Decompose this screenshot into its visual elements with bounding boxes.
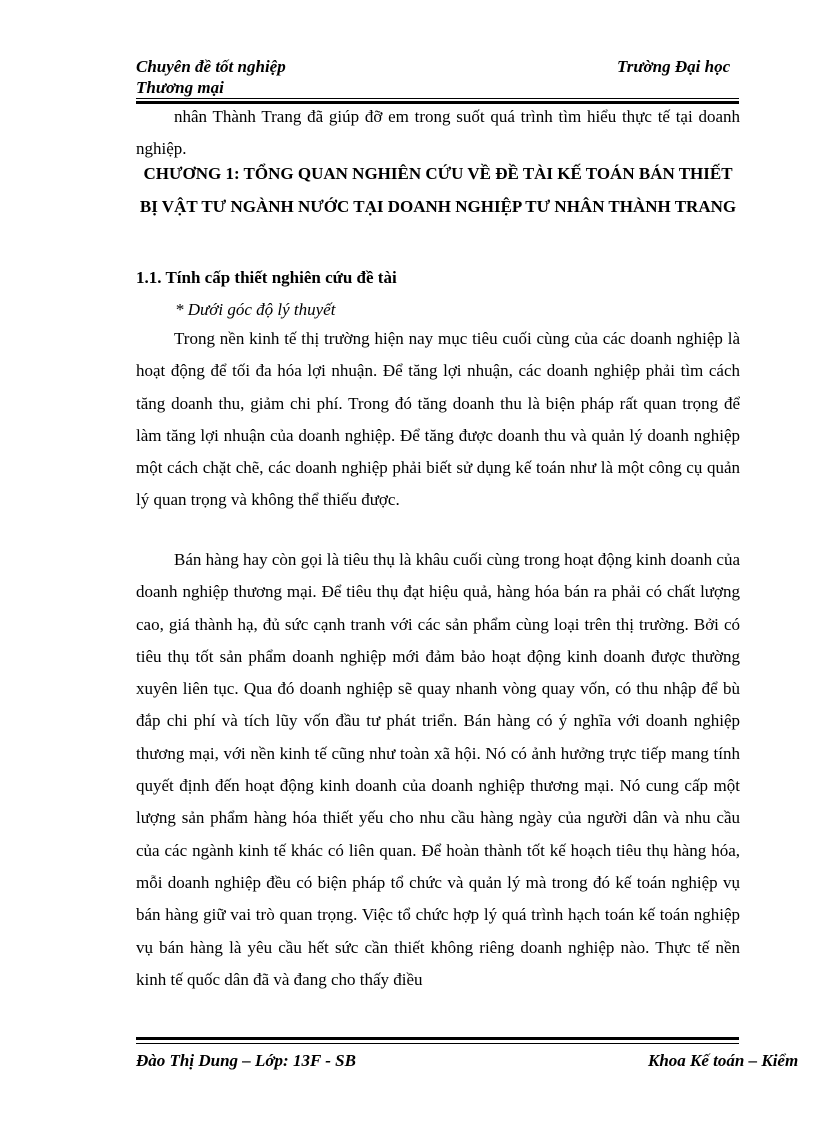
header-left-line1: Chuyên đề tốt nghiệp bbox=[136, 57, 286, 76]
footer-left: Đào Thị Dung – Lớp: 13F - SB bbox=[136, 1051, 356, 1070]
header-left bbox=[136, 56, 286, 98]
header-left-line2: Thương mại bbox=[136, 78, 224, 97]
footer-rule-thin bbox=[136, 1043, 739, 1044]
intro-paragraph: nhân Thành Trang đã giúp đỡ em trong suốt quá trình tìm hiểu thực tế tại doanh nghiệp. bbox=[136, 107, 740, 159]
section-heading: 1.1. Tính cấp thiết nghiên cứu đề tài bbox=[136, 268, 397, 287]
body-paragraph-1: Trong nền kinh tế thị trường hiện nay mục tiêu cuối cùng của các doanh nghiệp là hoạt động để tối đa hóa lợi nhuận. Để tăng lợi nhuận, các doanh nghiệp phải tìm cách tăng doanh thu, giảm chi phí. Trong đó tăng doanh thu là biện pháp rất quan trọng để làm tăng lợi nhuận của doanh nghiệp. Để tăng được doanh thu và quản lý doanh nghiệp một cách chặt chẽ, các doanh nghiệp phải biết sử dụng kế toán như là một công cụ quản lý quan trọng và không thể thiếu được. bbox=[136, 329, 740, 510]
section-subheading: * Dưới góc độ lý thuyết bbox=[175, 300, 336, 319]
footer-rule-thick bbox=[136, 1037, 739, 1040]
header-right: Trường Đại học bbox=[617, 57, 731, 76]
body-paragraph-2: Bán hàng hay còn gọi là tiêu thụ là khâu cuối cùng trong hoạt động kinh doanh của doanh nghiệp thương mại. Để tiêu thụ đạt hiệu quả, hàng hóa bán ra phải có chất lượng cao, giá thành hạ, đủ sức cạnh tranh với các sản phẩm cùng loại trên thị trường. Bởi có tiêu thụ tốt sản phẩm doanh nghiệp mới đảm bảo hoạt động kinh doanh được thường xuyên liên tục. Qua đó doanh nghiệp sẽ quay nhanh vòng quay vốn, có thu nhập để bù đắp chi phí và tích lũy vốn đầu tư phát triển. Bán hàng có ý nghĩa với doanh nghiệp thương mại, với nền kinh tế cũng như toàn xã hội. Nó có ảnh hưởng trực tiếp mang tính quyết định đến hoạt động kinh doanh của doanh nghiệp thương mại. Nó cung cấp một lượng sản phẩm hàng hóa thiết yếu cho nhu cầu hàng ngày của người dân và nhu cầu của các ngành kinh tế khác có liên quan. Để hoàn thành tốt kế hoạch tiêu thụ hàng hóa, mỗi doanh nghiệp đều có biện pháp tổ chức và quản lý mà trong đó kế toán nghiệp vụ bán hàng giữ vai trò quan trọng. Việc tổ chức hợp lý quá trình hạch toán kế toán nghiệp vụ bán hàng là yêu cầu hết sức cần thiết không riêng doanh nghiệp nào. Thực tế nền kinh tế quốc dân đã và đang cho thấy điều bbox=[136, 550, 740, 989]
footer-right: Khoa Kế toán – Kiểm bbox=[648, 1051, 799, 1070]
header-rule-thin bbox=[136, 98, 739, 99]
chapter-title: CHƯƠNG 1: TỔNG QUAN NGHIÊN CỨU VỀ ĐỀ TÀI KẾ TOÁN BÁN THIẾT BỊ VẬT TƯ NGÀNH NƯỚC TẠI DOANH NGHIỆP TƯ NHÂN THÀNH TRANG bbox=[139, 164, 737, 216]
